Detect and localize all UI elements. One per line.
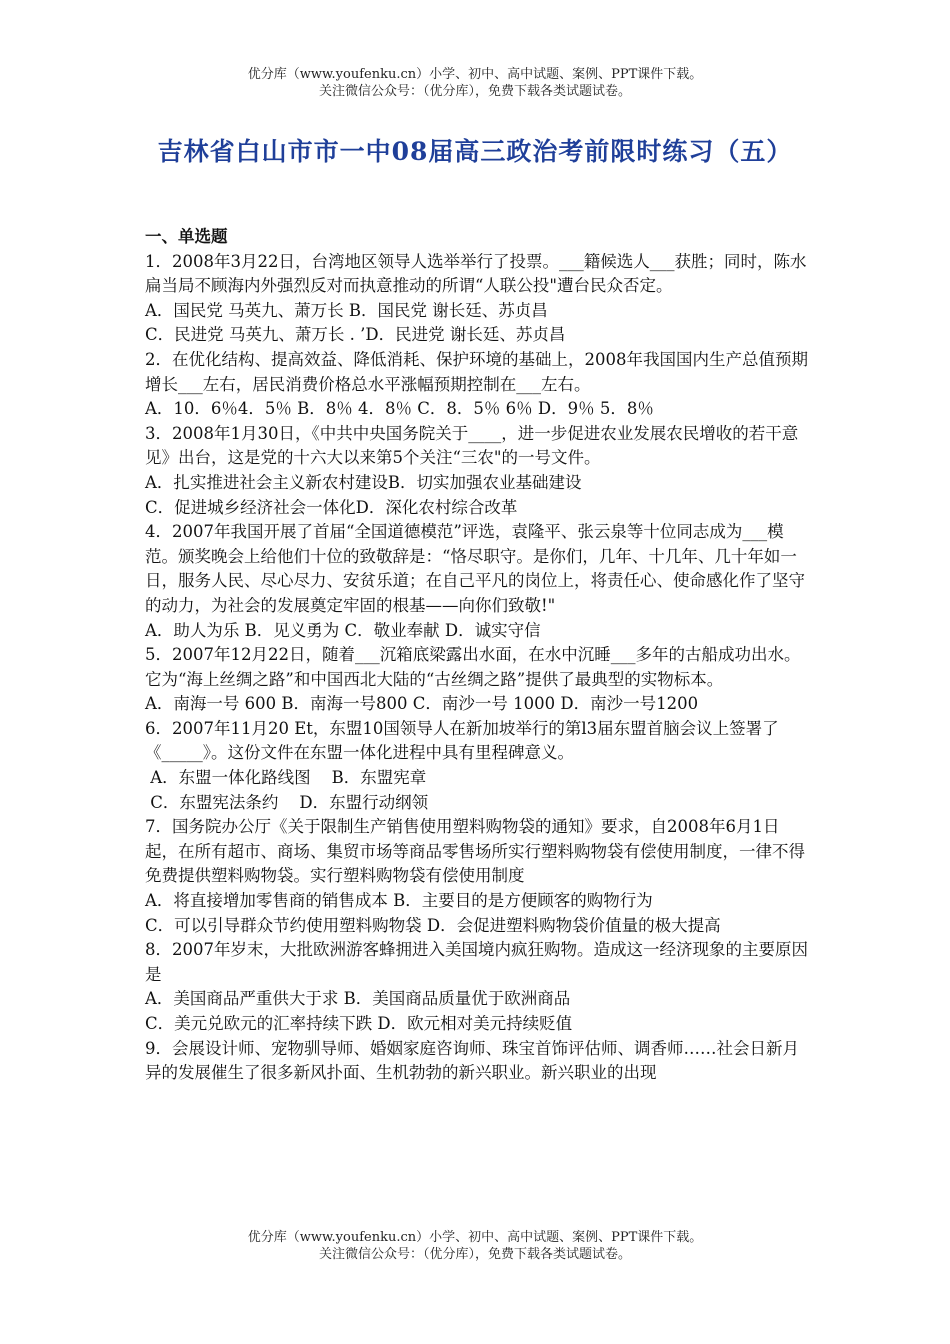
q6-options-ab: A．东盟一体化路线图 B．东盟宪章 (145, 768, 427, 788)
q4-text: 4．2007年我国开展了首届“全国道德模范”评选，袁隆平、张云泉等十位同志成为___模范。颁奖晚会上给他们十位的致敬辞是：“恪尽职守。是你们，几年、十几年、几十年如一日，服务人民、尽心尽力、安贫乐道；在自己平凡的岗位上，将责任心、使命感化作了坚守的动力，为社会的发展奠定牢固的根基——向你们致敬!" (145, 522, 805, 615)
q1-options-cd: C．民进党 马英九、萧万长 . ’D．民进党 谢长廷、苏贞昌 (145, 325, 566, 345)
q3-options-cd: C．促进城乡经济社会一体化D．深化农村综合改革 (145, 497, 518, 517)
q6-options-cd: C．东盟宪法条约 D．东盟行动纲领 (145, 792, 429, 812)
q2-text: 2．在优化结构、提高效益、降低消耗、保护环境的基础上，2008年我国国内生产总值预期增长___左右，居民消费价格总水平涨幅预期控制在___左右。 (145, 349, 808, 394)
q9-text: 9．会展设计师、宠物驯导师、婚姻家庭咨询师、珠宝首饰评估师、调香师……社会日新月异的发展催生了很多新风扑面、生机勃勃的新兴职业。新兴职业的出现 (145, 1038, 799, 1083)
document-title: 吉林省白山市市一中08届高三政治考前限时练习（五） (157, 137, 793, 166)
q6-text: 6．2007年11月20 Et，东盟10国领导人在新加坡举行的第l3届东盟首脑会议上签署了《_____》。这份文件在东盟一体化进程中具有里程碑意义。 (145, 718, 779, 763)
header-line-2: 关注微信公众号：（优分库），免费下载各类试题试卷。 (318, 84, 631, 99)
footer-line-1: 优分库（www.youfenku.cn）小学、初中、高中试题、案例、PPT课件下载。 (247, 1230, 703, 1245)
section-heading: 一、单选题 (145, 227, 228, 246)
question-body (145, 225, 810, 1086)
q8-text: 8．2007年岁末，大批欧洲游客蜂拥进入美国境内疯狂购物。造成这一经济现象的主要原因是 (145, 940, 808, 984)
q5-text: 5．2007年12月22日，随着___沉箱底梁露出水面，在水中沉睡___多年的古船成功出水。它为“海上丝绸之路”和中国西北大陆的“古丝绸之路”提供了最典型的实物标本。 (145, 645, 801, 689)
q7-options-ab: A．将直接增加零售商的销售成本 B．主要目的是方便顾客的购物行为 (145, 891, 653, 911)
q4-options: A．助人为乐 B．见义勇为 C．敬业奉献 D．诚实守信 (145, 620, 541, 640)
page-footer (0, 1229, 950, 1263)
page-header (0, 66, 950, 100)
q5-options: A．南海一号 600 B．南海一号800 C．南沙一号 1000 D．南沙一号1200 (145, 694, 699, 714)
header-line-1: 优分库（www.youfenku.cn）小学、初中、高中试题、案例、PPT课件下载。 (247, 67, 703, 82)
q3-text: 3．2008年1月30日，《中共中央国务院关于____，进一步促进农业发展农民增收的若干意见》出台，这是党的十六大以来第5个关注“三农"的一号文件。 (145, 423, 799, 468)
q8-options-cd: C．美元兑欧元的汇率持续下跌 D．欧元相对美元持续贬值 (145, 1014, 573, 1033)
q2-options: A．10．6％4．5％ B．8％ 4．8％ C．8．5％ 6％ D．9％ 5．8％ (145, 399, 654, 419)
q7-options-cd: C．可以引导群众节约使用塑料购物袋 D．会促进塑料购物袋价值量的极大提高 (145, 915, 721, 935)
q8-options-ab: A．美国商品严重供大于求 B．美国商品质量优于欧洲商品 (145, 989, 571, 1009)
q3-options-ab: A．扎实推进社会主义新农村建设B．切实加强农业基础建设 (145, 472, 582, 492)
q7-text: 7．国务院办公厅《关于限制生产销售使用塑料购物袋的通知》要求，自2008年6月1日起，在所有超市、商场、集贸市场等商品零售场所实行塑料购物袋有偿使用制度，一律不得免费提供塑料购物袋。实行塑料购物袋有偿使用制度 (145, 817, 805, 886)
q1-text: 1．2008年3月22日，台湾地区领导人选举举行了投票。___籍候选人___获胜；同时，陈水扁当局不顾海内外强烈反对而执意推动的所谓“人联公投"遭台民众否定。 (145, 251, 807, 296)
q1-options-ab: A．国民党 马英九、萧万长 B．国民党 谢长廷、苏贞昌 (145, 300, 548, 320)
footer-line-2: 关注微信公众号：（优分库），免费下载各类试题试卷。 (318, 1247, 631, 1262)
